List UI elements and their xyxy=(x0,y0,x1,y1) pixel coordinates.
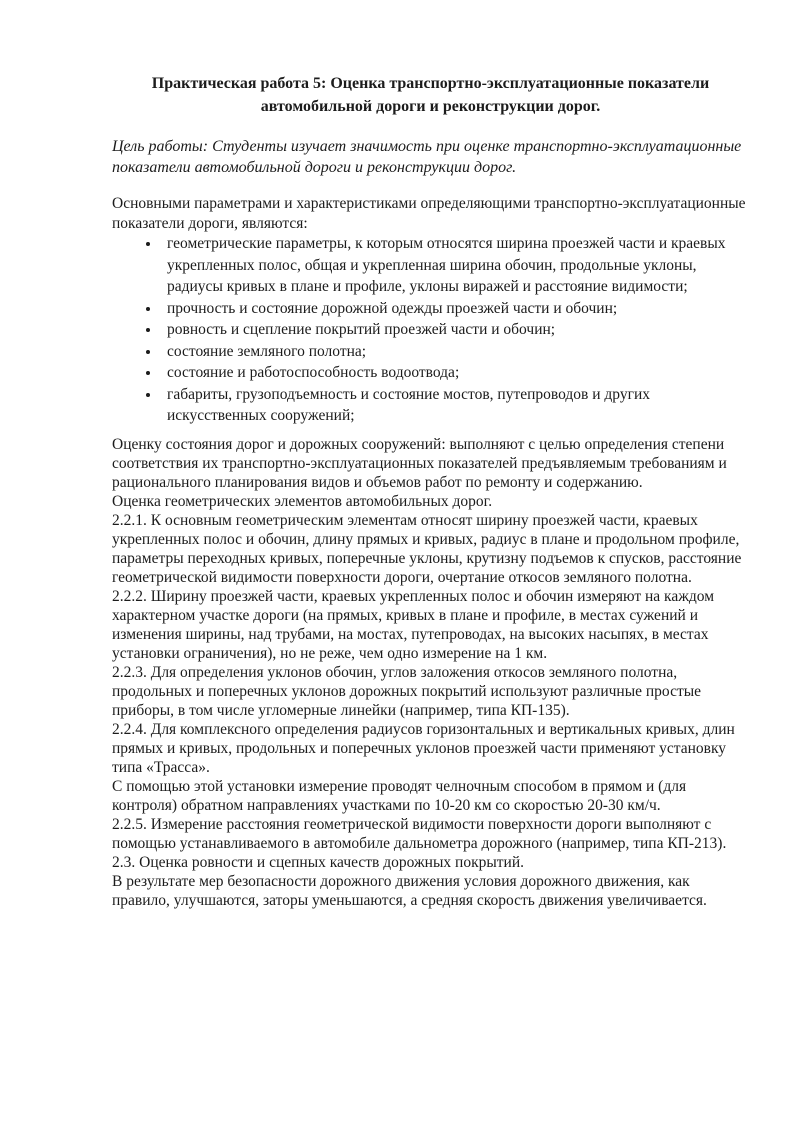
goal-paragraph: Цель работы: Студенты изучает значимость при оценке транспортно-эксплуатационные показатели автомобильной дороги и реконструкции дорог. xyxy=(112,138,742,176)
paragraph-2-2-5: 2.2.5. Измерение расстояния геометрической видимости поверхности дороги выполняют с помощью устанавливаемого в автомобиле дальнометра дорожного (например, типа КП-213). xyxy=(112,815,727,852)
intro-paragraph: Основными параметрами и характеристиками определяющими транспортно-эксплуатационные показатели дороги, являются: xyxy=(112,195,746,232)
paragraph-2-2-1: 2.2.1. К основным геометрическим элементам относят ширину проезжей части, краевых укрепленных полос и обочин, длину прямых и кривых, радиус в плане и продольном профиле, параметры переходных кривых, поперечные уклоны, крутизну подъемов к спусков, расстояние геометрической видимости поверхности дороги, очертание откосов земляного полотна. xyxy=(112,511,742,586)
document-title: Практическая работа 5: Оценка транспортно-эксплуатационные показатели автомобильной дороги и реконструкции дорог. xyxy=(151,75,710,115)
paragraph-geometric-elements-heading: Оценка геометрических элементов автомобильных дорог. xyxy=(112,492,493,510)
paragraph-2-2-3: 2.2.3. Для определения уклонов обочин, углов заложения откосов земляного полотна, продольных и поперечных уклонов дорожных покрытий используют различные простые приборы, в том числе угломерные линейки (например, типа КП-135). xyxy=(112,663,702,719)
paragraph-2-3-heading: 2.3. Оценка ровности и сцепных качеств дорожных покрытий. xyxy=(112,853,524,871)
bullet-item-subgrade-condition: • состояние земляного полотна; xyxy=(161,341,749,363)
paragraph-2-2-4: 2.2.4. Для комплексного определения радиусов горизонтальных и вертикальных кривых, длин прямых и кривых, продольных и поперечных уклонов проезжей части применяют установку типа «Трасса». xyxy=(112,720,735,776)
bullet-item-bridges: • габариты, грузоподъемность и состояние мостов, путепроводов и других искусственных сооружений; xyxy=(161,384,749,427)
paragraph-road-condition-assessment: Оценку состояния дорог и дорожных сооружений: выполняют с целью определения степени соответствия их транспортно-эксплуатационных показателей предъявляемым требованиям и рационального планирования видов и объемов работ по ремонту и содержанию. xyxy=(112,435,727,491)
paragraph-2-2-2: 2.2.2. Ширину проезжей части, краевых укрепленных полос и обочин измеряют на каждом характерном участке дороги (на прямых, кривых в плане и профиле, в местах сужений и изменения ширины, над трубами, на мостах, путепроводах, на высоких насыпях, в местах установки ограничения), но не реже, чем одно измерение на 1 км. xyxy=(112,587,715,662)
bullet-item-pavement-strength: • прочность и состояние дорожной одежды проезжей части и обочин; xyxy=(161,298,749,320)
paragraph-trassa-method: С помощью этой установки измерение проводят челночным способом в прямом и (для контроля) обратном направлениях участками по 10-20 км со скоростью 20-30 км/ч. xyxy=(112,777,687,814)
bullet-item-evenness-grip: • ровность и сцепление покрытий проезжей части и обочин; xyxy=(161,319,749,341)
paragraph-safety-result: В результате мер безопасности дорожного движения условия дорожного движения, как правило, улучшаются, заторы уменьшаются, а средняя скорость движения увеличивается. xyxy=(112,872,707,909)
bullet-list xyxy=(112,233,749,427)
bullet-item-drainage: • состояние и работоспособность водоотвода; xyxy=(161,362,749,384)
bullet-item-geometric-parameters: • геометрические параметры, к которым относятся ширина проезжей части и краевых укрепленных полос, общая и укрепленная ширина обочин, продольные уклоны, радиусы кривых в плане и профиле, уклоны виражей и расстояние видимости; xyxy=(161,233,749,298)
